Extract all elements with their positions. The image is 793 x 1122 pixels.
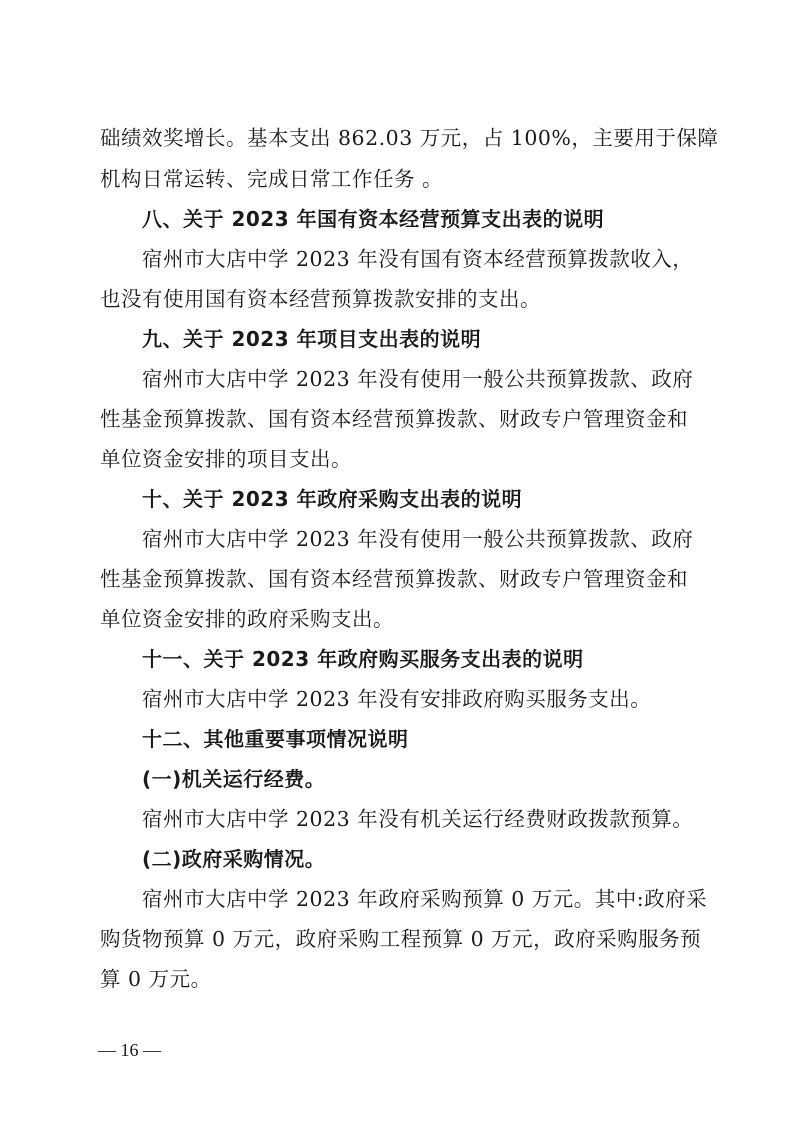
section-heading-12: 十二、其他重要事项情况说明	[142, 727, 409, 751]
body-text-line: 础绩效奖增长。基本支出 862.03 万元，占 100%，主要用于保障	[100, 126, 719, 150]
subsection-heading-1: (一)机关运行经费。	[142, 767, 326, 791]
body-text-line: 机构日常运转、完成日常工作任务 。	[100, 167, 444, 191]
subsection-heading-2: (二)政府采购情况。	[142, 847, 326, 871]
section-heading-11: 十一、关于 2023 年政府购买服务支出表的说明	[142, 647, 584, 671]
body-text-line: 单位资金安排的项目支出。	[100, 447, 352, 471]
body-text-line: 宿州市大店中学 2023 年没有安排政府购买服务支出。	[142, 687, 652, 711]
body-text-line: 购货物预算 0 万元，政府采购工程预算 0 万元，政府采购服务预	[100, 927, 702, 951]
body-text-line: 算 0 万元。	[100, 967, 212, 991]
body-text-line: 单位资金安排的政府采购支出。	[100, 607, 394, 631]
body-text-line: 宿州市大店中学 2023 年没有使用一般公共预算拨款、政府	[142, 527, 694, 551]
section-heading-9: 九、关于 2023 年项目支出表的说明	[142, 327, 482, 351]
body-text-line: 宿州市大店中学 2023 年政府采购预算 0 万元。其中:政府采	[142, 887, 708, 911]
section-heading-8: 八、关于 2023 年国有资本经营预算支出表的说明	[142, 207, 605, 231]
page-number: — 16 —	[98, 1040, 161, 1060]
body-text-line: 性基金预算拨款、国有资本经营预算拨款、财政专户管理资金和	[100, 407, 688, 431]
section-heading-10: 十、关于 2023 年政府采购支出表的说明	[142, 487, 523, 511]
body-text-line: 宿州市大店中学 2023 年没有机关运行经费财政拨款预算。	[142, 807, 694, 831]
body-text-line: 性基金预算拨款、国有资本经营预算拨款、财政专户管理资金和	[100, 567, 688, 591]
body-text-line: 宿州市大店中学 2023 年没有使用一般公共预算拨款、政府	[142, 367, 694, 391]
body-text-line: 宿州市大店中学 2023 年没有国有资本经营预算拨款收入，	[142, 247, 694, 271]
body-text-line: 也没有使用国有资本经营预算拨款安排的支出。	[100, 287, 541, 311]
